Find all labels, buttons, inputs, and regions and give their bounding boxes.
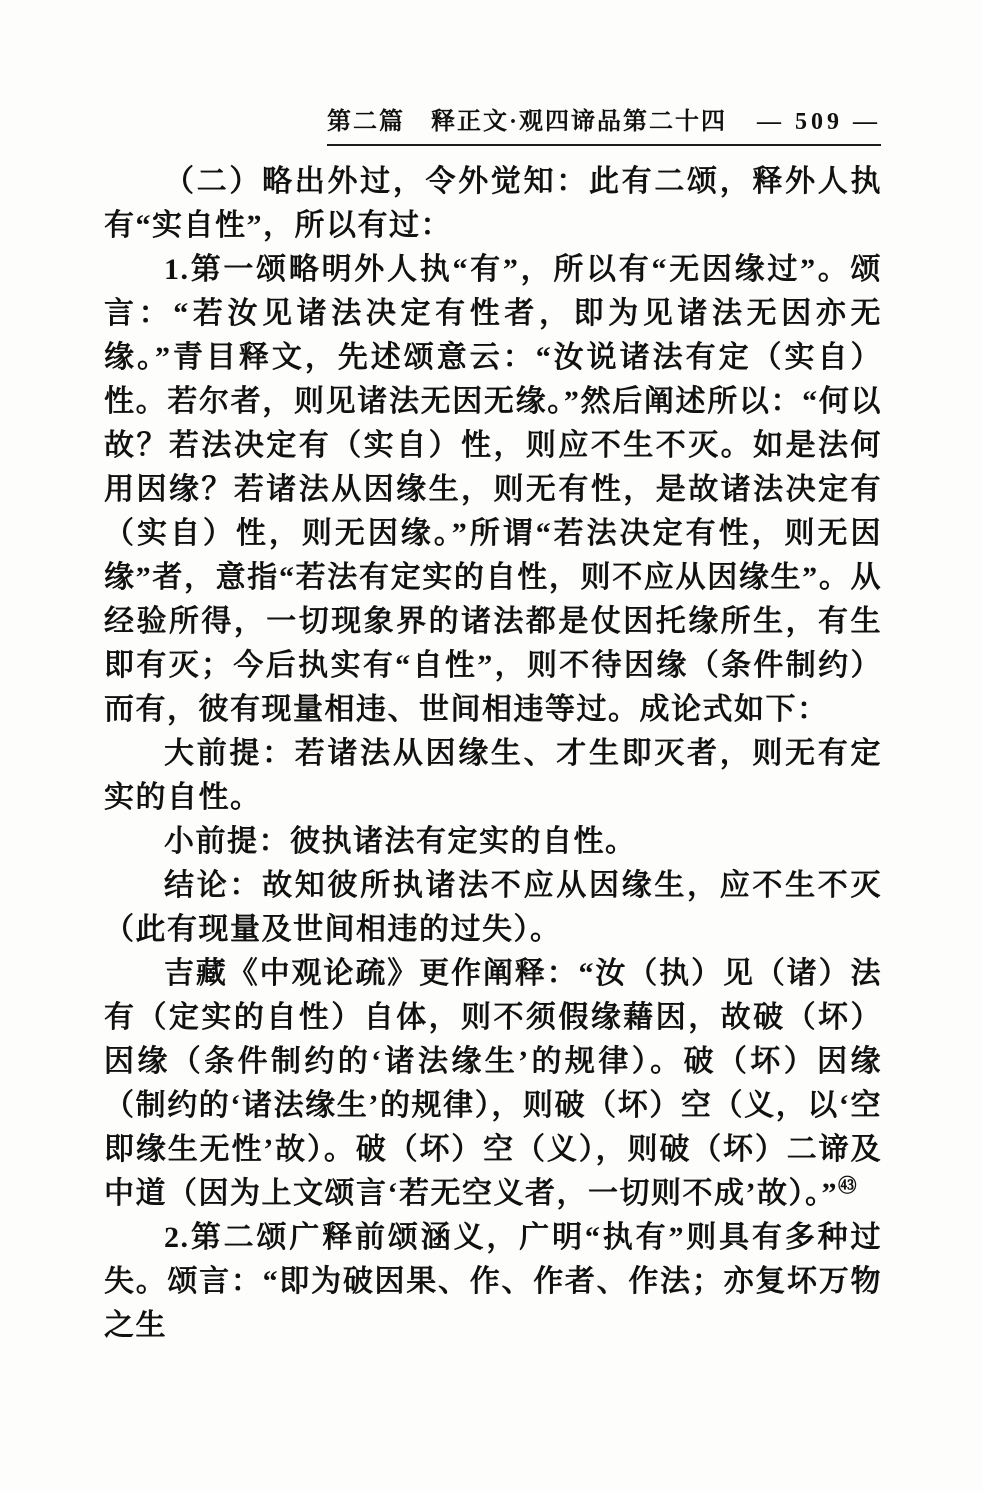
paragraph: 吉藏《中观论疏》更作阐释：“汝（执）见（诸）法有（定实的自性）自体，则不须假缘藉因，故破（坏）因缘（条件制约的‘诸法缘生’的规律）。破（坏）因缘（制约的‘诸法缘生’的规律），则破（坏）空（义，以‘空即缘生无性’故）。破（坏）空（义），则破（坏）二谛及中道（因为上文颂言‘若无空义者，一切则不成’故）。”$^㊸$ (104, 957, 882, 1210)
chapter-title: 第二篇 释正文·观四谛品第二十四 (326, 109, 727, 135)
paragraph: 结论：故知彼所执诸法不应从因缘生，应不生不灭（此有现量及世间相违的过失）。 (104, 869, 882, 946)
running-head-text (327, 101, 881, 146)
paragraph: 2.第二颂广释前颂涵义，广明“执有”则具有多种过失。颂言：“即为破因果、作、作者、作法；亦复坏万物之生 (104, 1221, 882, 1342)
paragraph: 大前提：若诸法从因缘生、才生即灭者，则无有定实的自性。 (104, 737, 882, 814)
footnote-reference: ㊸ (837, 1176, 857, 1197)
page-header (103, 101, 881, 146)
paragraph: （二）略出外过，令外觉知：此有二颂，释外人执有“实自性”，所以有过： (104, 165, 882, 242)
page-body (104, 160, 882, 1348)
paragraph: 1.第一颂略明外人执“有”，所以有“无因缘过”。颂言：“若汝见诸法决定有性者，即为见诸法无因亦无缘。”青目释文，先述颂意云：“汝说诸法有定（实自）性。若尔者，则见诸法无因无缘。”然后阐述所以：“何以故？若法决定有（实自）性，则应不生不灭。如是法何用因缘？若诸法从因缘生，则无有性，是故诸法决定有（实自）性，则无因缘。”所谓“若法决定有性，则无因缘”者，意指“若法有定实的自性，则不应从因缘生”。从经验所得，一切现象界的诸法都是仗因托缘所生，有生即有灭；今后执实有“自性”，则不待因缘（条件制约）而有，彼有现量相违、世间相违等过。成论式如下： (104, 253, 882, 726)
paragraph: 小前提：彼执诸法有定实的自性。 (164, 825, 637, 858)
page-number: — 509 — (757, 109, 881, 135)
